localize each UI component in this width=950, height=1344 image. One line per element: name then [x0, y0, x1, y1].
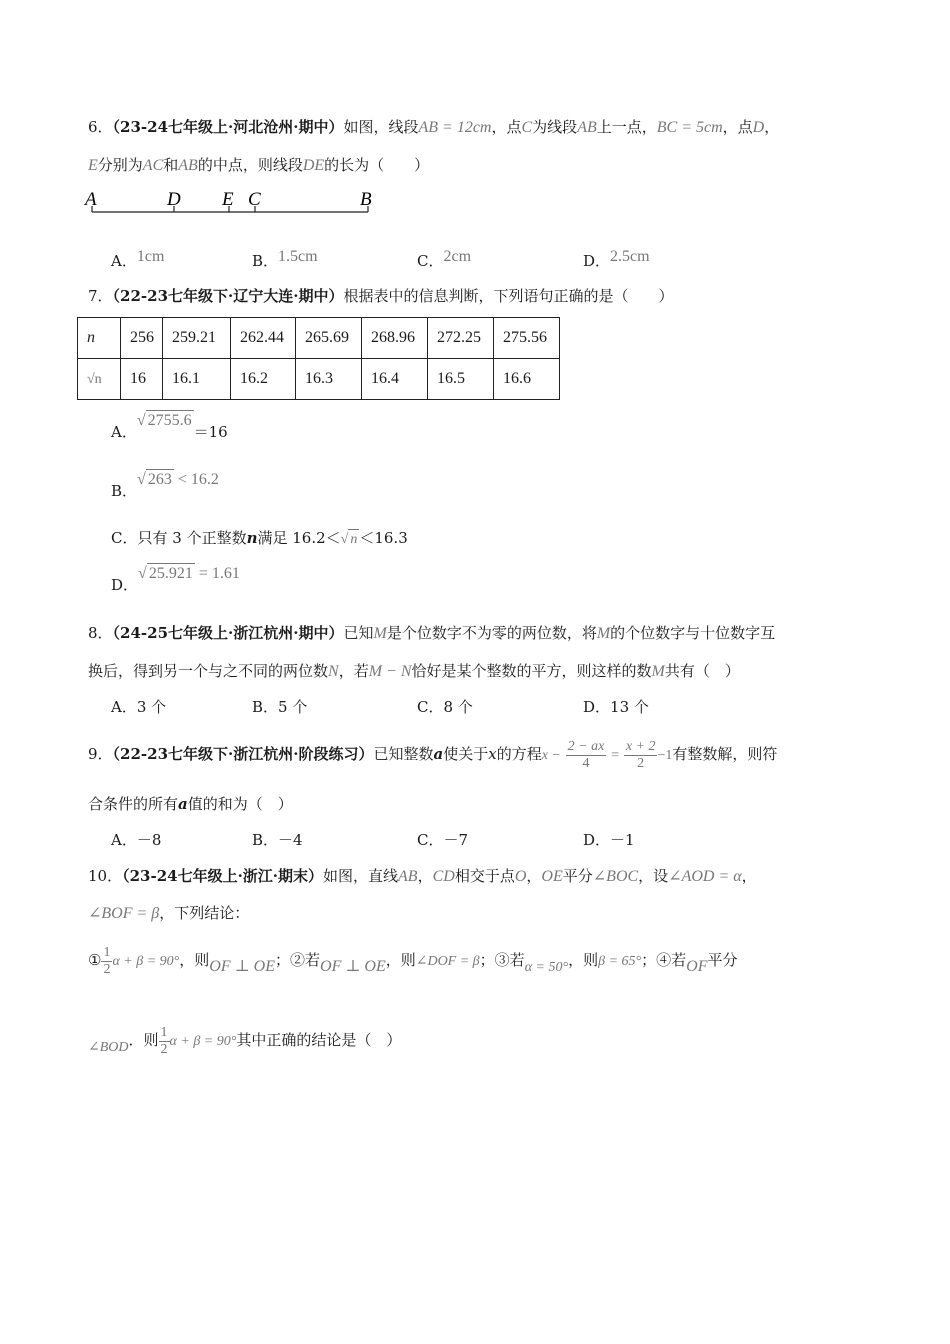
table-cell: 16.1	[163, 359, 231, 400]
option-letter: A．	[111, 698, 137, 716]
table-head-n	[78, 318, 121, 359]
option-value: 13 个	[610, 698, 649, 716]
math-d: D	[752, 119, 765, 136]
fraction-half	[159, 1025, 170, 1058]
q9-option-b[interactable]	[252, 830, 303, 850]
option-value: 5 个	[278, 698, 308, 716]
option-value: 1cm	[136, 248, 165, 265]
q9-option-a[interactable]	[111, 830, 161, 850]
option-value: －4	[278, 831, 303, 849]
math-e: E	[88, 157, 98, 174]
q10-line4	[88, 1020, 401, 1064]
option-value: 8 个	[443, 698, 473, 716]
q6-text: 上一点，	[596, 118, 657, 136]
q8-option-a[interactable]	[111, 697, 166, 717]
q8-number: 8．	[88, 624, 113, 642]
option-rest: = 1.61	[198, 565, 240, 582]
table-cell: 265.69	[296, 318, 362, 359]
q8-line1	[88, 623, 775, 644]
q6-text: ，	[764, 118, 780, 136]
q6-text: 为线段	[532, 118, 578, 136]
table-cell: 256	[121, 318, 163, 359]
math-ab: AB	[398, 868, 418, 885]
math-ac: AC	[142, 157, 164, 174]
frac-denominator: 2	[637, 755, 645, 771]
radical-sign: √	[138, 565, 147, 582]
table-cell: 16.4	[362, 359, 428, 400]
q7-number: 7．	[88, 287, 113, 305]
q8-text: 已知	[343, 624, 374, 642]
math-angle-bof: ∠BOF = β	[88, 905, 160, 922]
q6-text: 和	[163, 156, 179, 174]
math-angle-bod: ∠BOD	[88, 1040, 129, 1055]
option-value: 2cm	[443, 248, 472, 265]
option-text: 满足 16.2＜	[257, 529, 341, 547]
q6-text: 分别为	[97, 156, 143, 174]
q6-text: ，点	[722, 118, 753, 136]
fraction-half	[101, 945, 112, 978]
var-x: x	[488, 745, 497, 763]
math-expr: OF ⊥ OE	[209, 958, 275, 975]
option-letter: B．	[111, 482, 138, 500]
table-cell: 16	[121, 359, 163, 400]
q6-option-c[interactable]	[417, 248, 472, 272]
q9-text: 已知整数	[373, 745, 434, 763]
q6-text: 的长为（ ）	[324, 156, 430, 174]
math-expr: α + β = 90°	[112, 954, 180, 969]
radicand: 25.921	[148, 565, 193, 582]
label-d: D	[167, 189, 181, 210]
q9-line2	[88, 794, 293, 814]
q10-text: 相交于点	[454, 867, 515, 885]
q7-option-c[interactable]	[111, 528, 408, 550]
q6-number: 6．	[88, 118, 113, 136]
eq-part: −1	[657, 748, 673, 763]
table-row	[78, 359, 560, 400]
math-m-minus-n: M − N	[368, 663, 412, 680]
segment-figure	[82, 186, 382, 222]
frac-denominator: 2	[160, 1041, 168, 1057]
q9-text: 合条件的所有	[88, 795, 179, 813]
option-text: ＜16.3	[359, 529, 408, 547]
q8-source: （24-25七年级上·浙江杭州·期中）	[112, 624, 344, 642]
eq-part: x −	[541, 748, 561, 763]
q10-text: 其中正确的结论是（ ）	[236, 1031, 402, 1049]
q7-source: （22-23七年级下·辽宁大连·期中）	[112, 287, 344, 305]
q10-text: 如图，直线	[323, 867, 399, 885]
frac-denominator: 4	[582, 755, 590, 771]
math-expr: β = 65°	[598, 954, 642, 969]
option-value: 1.5cm	[278, 248, 318, 265]
q7-option-d[interactable]	[111, 563, 240, 603]
q6-text: 如图，线段	[343, 118, 419, 136]
math-n: N	[328, 663, 339, 680]
math-m: M	[651, 663, 665, 680]
q10-text: ；④若	[641, 951, 687, 969]
table-cell: 259.21	[163, 318, 231, 359]
q10-line2	[88, 903, 249, 924]
table-cell: 268.96	[362, 318, 428, 359]
q10-text: ，下列结论：	[159, 904, 250, 922]
option-letter: B．	[252, 252, 279, 270]
q9-source: （22-23七年级下·浙江杭州·阶段练习）	[112, 745, 374, 763]
q9-text: 有整数解，则符	[672, 745, 778, 763]
label-a: A	[85, 189, 97, 210]
table-cell: 16.3	[296, 359, 362, 400]
q10-conclusions-line	[88, 940, 738, 984]
frac-numerator: 2 − ax	[567, 738, 605, 754]
q9-text: 的方程	[496, 745, 542, 763]
q8-text: 恰好是某个整数的平方，则这样的数	[411, 662, 652, 680]
option-letter: D．	[583, 252, 611, 270]
math-c: C	[521, 119, 533, 136]
option-value: －8	[136, 831, 162, 849]
option-letter: C．	[111, 529, 138, 547]
option-letter: C．	[417, 698, 444, 716]
head-text: n	[87, 329, 95, 346]
q6-option-d[interactable]	[583, 248, 650, 272]
q6-option-b[interactable]	[252, 248, 318, 272]
table-head-sqrt-n	[78, 359, 121, 400]
table-cell: 16.6	[494, 359, 560, 400]
radical-sign: √	[136, 412, 146, 429]
sqrt-table	[77, 317, 560, 400]
option-letter: D．	[111, 576, 139, 594]
option-text: 只有 3 个正整数	[137, 529, 247, 547]
math-ab: AB	[577, 119, 597, 136]
option-letter: A．	[111, 252, 137, 270]
q10-text: ．则	[128, 1031, 159, 1049]
table-cell: 16.5	[428, 359, 494, 400]
q8-text: 的个位数字与十位数字互	[610, 624, 776, 642]
frac-numerator: x + 2	[625, 738, 656, 754]
math-expr: α = 50°	[524, 960, 569, 975]
option-letter: D．	[583, 831, 611, 849]
frac-numerator: 1	[160, 1024, 168, 1040]
table-cell: 16.2	[231, 359, 296, 400]
label-e: E	[222, 189, 234, 210]
math-ab: AB	[178, 157, 198, 174]
q6-text: 的中点，则线段	[197, 156, 303, 174]
q10-line1	[88, 866, 757, 887]
q8-option-c[interactable]	[417, 697, 473, 717]
table-row	[78, 318, 560, 359]
q10-text: ，	[417, 867, 433, 885]
eq-part: =	[611, 748, 620, 763]
q6-source: （23-24七年级上·河北沧州·期中）	[112, 118, 344, 136]
q8-text: 共有（ ）	[664, 662, 740, 680]
q9-text: 使关于	[443, 745, 489, 763]
math-expr: ∠DOF = β	[415, 954, 480, 969]
q9-number: 9．	[88, 745, 113, 763]
option-letter: B．	[252, 698, 279, 716]
option-letter: A．	[111, 423, 137, 441]
q10-text: ，	[526, 867, 542, 885]
q8-option-b[interactable]	[252, 697, 307, 717]
radical-sign: √	[340, 532, 349, 547]
radicand: n	[348, 529, 359, 550]
var-n: n	[246, 529, 258, 547]
fraction-2	[624, 739, 658, 772]
table-cell: 262.44	[231, 318, 296, 359]
option-rest: < 16.2	[177, 471, 219, 488]
q10-text: ，设	[638, 867, 669, 885]
q10-text: ；②若	[275, 951, 321, 969]
q9-option-d[interactable]	[583, 830, 635, 850]
q8-text: 换后，得到另一个与之不同的两位数	[88, 662, 329, 680]
math-angle-aod: ∠AOD = α	[668, 868, 742, 885]
option-letter: A．	[111, 831, 137, 849]
q8-text: ，若	[338, 662, 369, 680]
q10-text: ，则	[568, 951, 599, 969]
q6-line2	[88, 155, 429, 176]
q6-option-a[interactable]	[111, 248, 165, 272]
option-letter: C．	[417, 252, 444, 270]
label-b: B	[360, 189, 372, 210]
circle-number-1: ①	[88, 951, 102, 969]
fraction-1	[566, 739, 607, 772]
q7-line1	[88, 286, 673, 306]
option-letter: B．	[252, 831, 279, 849]
option-value: 3 个	[136, 698, 167, 716]
math-expr: OF ⊥ OE	[320, 958, 386, 975]
math-m: M	[596, 625, 611, 642]
math-bc-5: BC = 5cm	[656, 119, 723, 136]
head-text: √n	[87, 372, 102, 387]
q9-line1	[88, 732, 777, 776]
q7-option-a[interactable]	[111, 410, 228, 450]
option-rest: ＝16	[193, 423, 228, 441]
option-letter: D．	[583, 698, 611, 716]
option-value: －7	[443, 831, 469, 849]
q10-number: 10．	[88, 867, 123, 885]
math-angle-boc: ∠BOC	[592, 868, 639, 885]
q9-text: 值的和为（ ）	[187, 795, 293, 813]
math-cd: CD	[432, 868, 455, 885]
math-expr: OF	[686, 958, 708, 975]
var-a: a	[178, 795, 188, 813]
option-letter: C．	[417, 831, 444, 849]
q8-line2	[88, 661, 740, 682]
math-expr: α + β = 90°	[169, 1034, 237, 1049]
q10-text: 平分	[707, 951, 738, 969]
q8-text: 是个位数字不为零的两位数，将	[386, 624, 597, 642]
frac-numerator: 1	[103, 944, 111, 960]
q7-option-b[interactable]	[111, 469, 219, 509]
q10-text: ；③若	[479, 951, 525, 969]
q10-text: ，	[741, 867, 757, 885]
table-cell: 272.25	[428, 318, 494, 359]
radicand: 2755.6	[147, 412, 192, 429]
radical-sign: √	[137, 471, 146, 488]
q9-option-c[interactable]	[417, 830, 468, 850]
option-value: －1	[610, 831, 635, 849]
math-ab-12: AB = 12cm	[418, 119, 492, 136]
math-m: M	[373, 625, 387, 642]
frac-denominator: 2	[103, 961, 111, 977]
q6-text: ，点	[491, 118, 522, 136]
radicand: 263	[147, 471, 172, 488]
q8-option-d[interactable]	[583, 697, 649, 717]
math-oe: OE	[541, 868, 563, 885]
q10-text: ，则	[179, 951, 210, 969]
math-de: DE	[302, 157, 325, 174]
label-c: C	[248, 189, 261, 210]
var-a: a	[433, 745, 444, 763]
table-cell: 275.56	[494, 318, 560, 359]
q7-text: 根据表中的信息判断，下列语句正确的是（ ）	[343, 287, 674, 305]
q6-line1	[88, 117, 779, 138]
option-value: 2.5cm	[610, 248, 650, 265]
q10-text: ，则	[385, 951, 416, 969]
math-o: O	[514, 868, 527, 885]
q10-source: （23-24七年级上·浙江·期末）	[122, 867, 324, 885]
q10-text: 平分	[562, 867, 593, 885]
